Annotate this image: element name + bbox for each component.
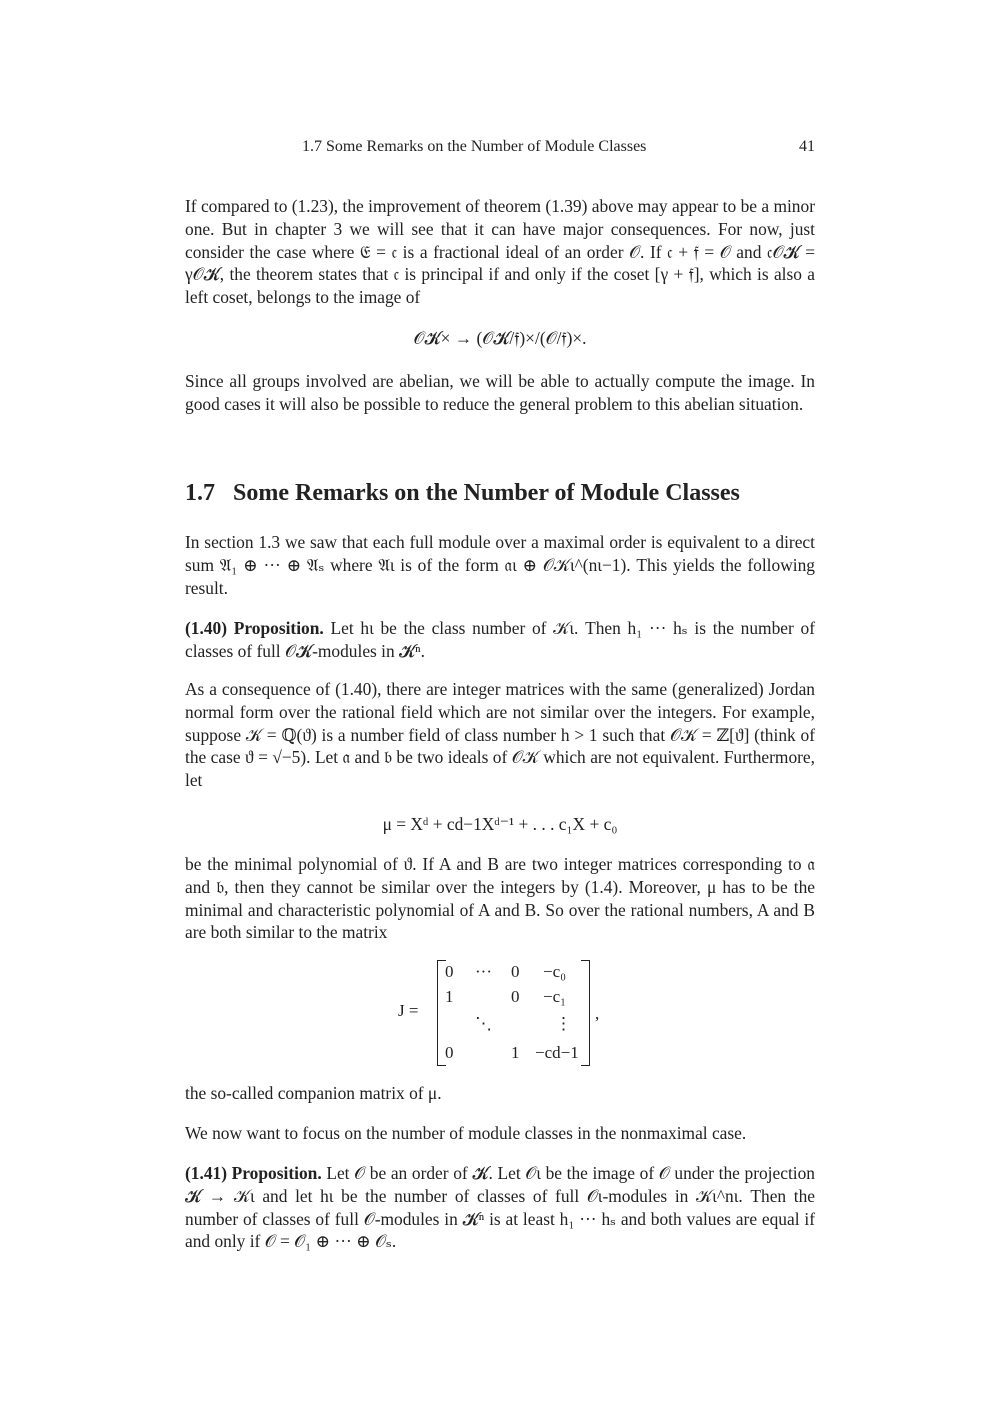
proposition-1-41 [185,1162,815,1253]
paragraph-6: the so-called companion matrix of μ. [185,1083,442,1103]
section-heading [185,480,825,507]
paragraph-2: Since all groups involved are abelian, we will be able to actually compute the image. In good cases it will also be possible to reduce the general problem to this abelian situation. [185,371,815,414]
matrix-cell: ··· [475,962,492,981]
paragraph-4: As a consequence of (1.40), there are integer matrices with the same (generalized) Jordan normal form over the rational field which are not similar over the integers. For example, suppose 𝒦 = ℚ(ϑ) is a number field of class number h > 1 such that 𝒪𝒦 = ℤ[ϑ] (think of the case ϑ = √−5). Let 𝔞 and 𝔟 be two ideals of 𝒪𝒦 which are not equivalent. Furthermore, let [185,679,815,791]
matrix-cell: 0 [511,987,520,1006]
proposition-label: (1.41) Proposition. [185,1163,322,1183]
section-title: Some Remarks on the Number of Module Classes [233,480,740,506]
matrix-cell: 0 [511,962,520,981]
proposition-1-40 [185,617,815,663]
matrix-cell: 1 [511,1043,520,1062]
proposition-text: Let hι be the class number of 𝒦ι. Then h₁ ··· hₛ is the number of classes of full 𝒪𝓚-modules in 𝓚ⁿ. [185,618,815,661]
display-equation-1: 𝒪𝓚× → (𝒪𝓚/𝔣)×/(𝒪/𝔣)×. [413,328,587,348]
running-title: 1.7 Some Remarks on the Number of Module Classes [302,138,647,155]
paragraph-1: If compared to (1.23), the improvement of theorem (1.39) above may appear to be a minor one. But in chapter 3 we will see that it can have major consequences. For now, just consider the case where 𝔈 = 𝔠 is a fractional ideal of an order 𝒪. If 𝔠 + 𝔣 = 𝒪 and 𝔠𝒪𝓚 = γ𝒪𝓚, the theorem states that 𝔠 is principal if and only if the coset [γ + 𝔣], which is also a left coset, belongs to the image of [185,196,815,308]
matrix-trailing-comma: , [595,1004,600,1023]
companion-matrix [395,960,635,1065]
proposition-label: (1.40) Proposition. [185,618,324,638]
matrix-cell: 0 [445,1043,454,1062]
matrix-cell: ⋱ [475,1014,492,1033]
right-bracket [581,960,590,1066]
display-equation-2: μ = Xᵈ + cd−1Xᵈ⁻¹ + . . . c₁X + c₀ [382,814,618,834]
matrix-cell: −c₀ [543,962,567,981]
paragraph-5: be the minimal polynomial of ϑ. If A and B are two integer matrices corresponding to 𝔞 and 𝔟, then they cannot be similar over the integers by (1.4). Moreover, μ has to be the minimal and characteristic polynomial of A and B. So over the rational numbers, A and B are both similar to the matrix [185,854,815,943]
proposition-text: Let 𝒪 be an order of 𝓚. Let 𝒪ι be the image of 𝒪 under the projection 𝓚 → 𝒦ι and let hι be the number of classes of full 𝒪ι-modules in 𝒦ι^nι. Then the number of classes of full 𝒪-modules in 𝓚ⁿ is at least h₁ ··· hₛ and both values are equal if and only if 𝒪 = 𝒪₁ ⊕ ··· ⊕ 𝒪ₛ. [185,1163,816,1252]
matrix-cell: 1 [445,987,454,1006]
matrix-cell: −c₁ [543,987,567,1006]
matrix-cell: 0 [445,962,454,981]
matrix-cell: −cd−1 [535,1043,579,1062]
matrix-lhs: J = [398,1001,419,1020]
paragraph-7: We now want to focus on the number of module classes in the nonmaximal case. [185,1123,747,1143]
page-number: 41 [799,138,815,155]
section-number: 1.7 [185,480,215,506]
paragraph-3: In section 1.3 we saw that each full module over a maximal order is equivalent to a direct sum 𝔄₁ ⊕ ··· ⊕ 𝔄ₛ where 𝔄ι is of the form 𝔞ι ⊕ 𝒪𝒦ι^(nι−1). This yields the following result. [185,532,815,598]
matrix-cell: ⋮ [555,1014,572,1033]
